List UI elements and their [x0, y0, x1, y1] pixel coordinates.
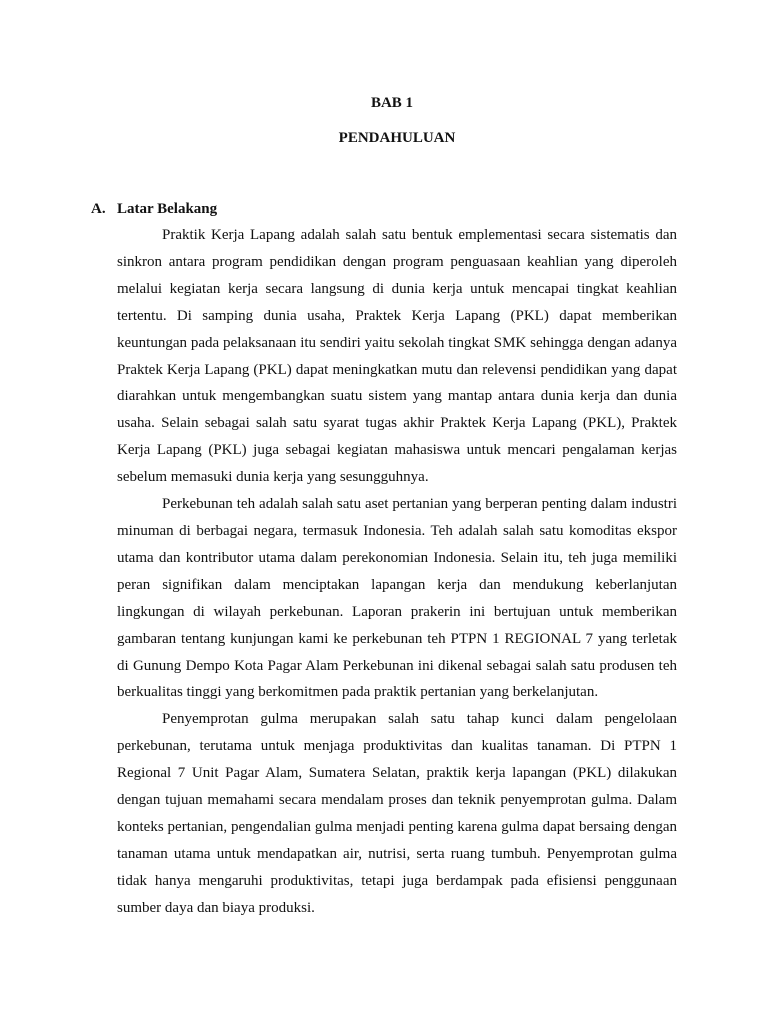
body-text	[117, 222, 677, 922]
section-heading	[91, 199, 217, 219]
paragraph-1: Praktik Kerja Lapang adalah salah satu bentuk emplementasi secara sistematis dan sinkron antara program pendidikan dengan program penguasaan keahlian yang diperoleh melalui kegiatan kerja secara langsung di dunia kerja untuk mencapai tingkat keahlian tertentu. Di samping dunia usaha, Praktek Kerja Lapang (PKL) dapat memberikan keuntungan pada pelaksanaan itu sendiri yaitu sekolah tingkat SMK sehingga dengan adanya Praktek Kerja Lapang (PKL) dapat meningkatkan mutu dan relevensi pendidikan yang dapat diarahkan untuk mengembangkan suatu sistem yang mantap antara dunia kerja dan dunia usaha. Selain sebagai salah satu syarat tugas akhir Praktek Kerja Lapang (PKL), Praktek Kerja Lapang (PKL) juga sebagai kegiatan mahasiswa untuk mencari pengalaman kerjas sebelum memasuki dunia kerja yang sesungguhnya.	[117, 227, 677, 486]
paragraph-2: Perkebunan teh adalah salah satu aset pertanian yang berperan penting dalam industri minuman di berbagai negara, termasuk Indonesia. Teh adalah salah satu komoditas ekspor utama dan kontributor utama dalam perekonomian Indonesia. Selain itu, teh juga memiliki peran signifikan dalam menciptakan lapangan kerja dan mendukung keberlanjutan lingkungan di wilayah perkebunan. Laporan prakerin ini bertujuan untuk memberikan gambaran tentang kunjungan kami ke perkebunan teh PTPN 1 REGIONAL 7 yang terletak di Gunung Dempo Kota Pagar Alam Perkebunan ini dikenal sebagai salah satu produsen teh berkualitas tinggi yang berkomitmen pada praktik pertanian yang berkelanjutan.	[117, 496, 677, 701]
paragraph-3: Penyemprotan gulma merupakan salah satu tahap kunci dalam pengelolaan perkebunan, terutama untuk menjaga produktivitas dan kualitas tanaman. Di PTPN 1 Regional 7 Unit Pagar Alam, Sumatera Selatan, praktik kerja lapangan (PKL) dilakukan dengan tujuan memahami secara mendalam proses dan teknik penyemprotan gulma. Dalam konteks pertanian, pengendalian gulma menjadi penting karena gulma dapat bersaing dengan tanaman utama untuk mendapatkan air, nutrisi, serta ruang tumbuh. Penyemprotan gulma tidak hanya mengaruhi produktivitas, tetapi juga berdampak pada efisiensi penggunaan sumber daya dan biaya produksi.	[117, 711, 677, 916]
chapter-number: BAB 1	[370, 95, 414, 111]
chapter-title: PENDAHULUAN	[338, 130, 456, 146]
section-letter: A.	[91, 201, 106, 217]
section-title: Latar Belakang	[117, 201, 218, 217]
